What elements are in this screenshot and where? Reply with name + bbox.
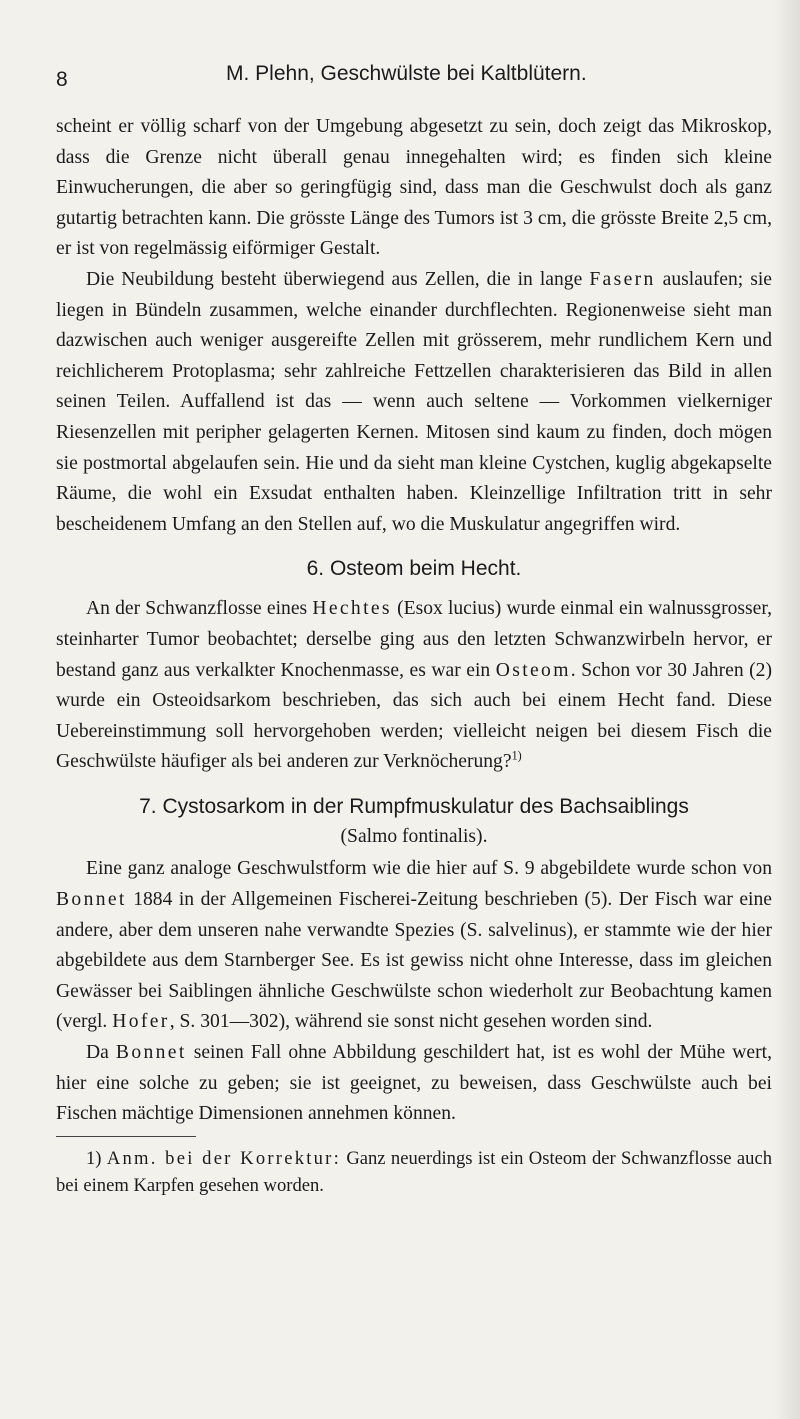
footnote-number: 1)	[86, 1147, 102, 1169]
footnote-label: Anm. bei der Korrektur:	[106, 1147, 341, 1169]
author-bonnet: Bonnet	[56, 889, 127, 911]
emphasis-hechtes: Hechtes	[312, 598, 392, 620]
paragraph-3-text-b: (Esox lucius) wurde einmal ein walnussgrosser, steinharter Tumor beobachtet; derselbe ging aus den letzten Schwanzwirbeln hervor, er bestand ganz aus verkalkter Knochenmasse, es war ein	[56, 598, 772, 681]
footnote-reference: 1)	[511, 748, 522, 763]
paragraph-4-text-b: 1884 in der Allgemeinen Fischerei-Zeitung beschrieben (5). Der Fisch war eine andere, aber dem unseren nahe verwandte Spezies (S. salvelinus), er stammte wie der hier abgebildete aus dem Starnberger See. Es ist gewiss nicht ohne Interesse, dass im gleichen Gewässer bei Saiblingen ähnliche Geschwülste schon wiederholt zur Beobachtung kamen (vergl.	[56, 889, 772, 1033]
emphasis-osteom: Osteom	[495, 659, 571, 681]
emphasis-fasern: Fasern	[589, 268, 656, 290]
paragraph-3	[56, 594, 772, 778]
page-content	[56, 112, 772, 1199]
paragraph-3-text-a: An der Schwanzflosse eines	[86, 598, 313, 620]
author-bonnet-2: Bonnet	[115, 1042, 187, 1064]
page-number: 8	[56, 68, 68, 91]
footnote-divider	[56, 1136, 196, 1137]
page-header	[56, 62, 756, 94]
running-title: M. Plehn, Geschwülste bei Kaltblütern.	[226, 62, 587, 85]
section-heading-7: 7. Cystosarkom in der Rumpfmuskulatur des Bachsaiblings	[139, 794, 689, 818]
paragraph-5	[56, 1038, 772, 1130]
paragraph-2-text-b: auslaufen; sie liegen in Bündeln zusammen, welche einander durchflechten. Regionenweise sieht man dazwischen auch weniger ausgereifte Zellen mit grösserem, mehr rundlichem Kern und reichlicherem Protoplasma; sehr zahlreiche Fettzellen charakterisieren das Bild in allen seinen Teilen. Auffallend ist das — wenn auch seltene — Vorkommen vielkerniger Riesenzellen mit peripher gelagerten Kernen. Mitosen sind kaum zu finden, doch mögen sie postmortal abgelaufen sein. Hie und da sieht man kleine Cystchen, kuglig abgekapselte Räume, die wohl ein Exsudat enthalten haben. Kleinzellige Infiltration tritt in sehr bescheidenem Umfang an den Stellen auf, wo die Muskulatur angegriffen wird.	[56, 268, 772, 535]
paragraph-1: scheint er völlig scharf von der Umgebung abgesetzt zu sein, doch zeigt das Mikroskop, dass die Grenze nicht überall genau innegehalten wird; es finden sich kleine Einwucherungen, die aber so geringfügig sind, dass man die Geschwulst doch als ganz gutartig betrachten kann. Die grösste Länge des Tumors ist 3 cm, die grösste Breite 2,5 cm, er ist von regelmässig eiförmiger Gestalt.	[56, 116, 772, 260]
page-edge-shadow	[774, 0, 800, 1419]
paragraph-2	[56, 265, 772, 540]
section-heading-6: 6. Osteom beim Hecht.	[306, 557, 522, 581]
paragraph-4	[56, 854, 772, 1038]
paragraph-3-text-c: . Schon vor 30 Jahren (2) wurde ein Osteoidsarkom beschrieben, das sich auch bei einem Hecht fand. Diese Uebereinstimmung soll hervorgehoben werden; vielleicht neigen bei diesem Fisch die Geschwülste häufiger als bei anderen zur Verknöcherung?	[56, 659, 772, 773]
footnote-text: Ganz neuerdings ist ein Osteom der Schwanzflosse auch bei einem Karpfen gesehen worden.	[56, 1147, 772, 1196]
paragraph-4-text-c: , S. 301—302), während sie sonst nicht gesehen worden sind.	[169, 1011, 653, 1033]
paragraph-5-text-a: Da	[86, 1042, 116, 1064]
author-hofer: Hofer	[112, 1011, 170, 1033]
section-subheading-7: (Salmo fontinalis).	[340, 825, 488, 847]
paragraph-2-text-a: Die Neubildung besteht überwiegend aus Zellen, die in lange	[86, 268, 590, 290]
paragraph-4-text-a: Eine ganz analoge Geschwulstform wie die hier auf S. 9 abgebildete wurde schon von	[86, 858, 772, 880]
paragraph-5-text-b: seinen Fall ohne Abbildung geschildert hat, ist es wohl der Mühe wert, hier eine solche zu geben; sie ist geeignet, zu beweisen, dass Geschwülste auch bei Fischen mächtige Dimensionen annehmen können.	[56, 1042, 772, 1125]
footnote	[56, 1145, 772, 1199]
